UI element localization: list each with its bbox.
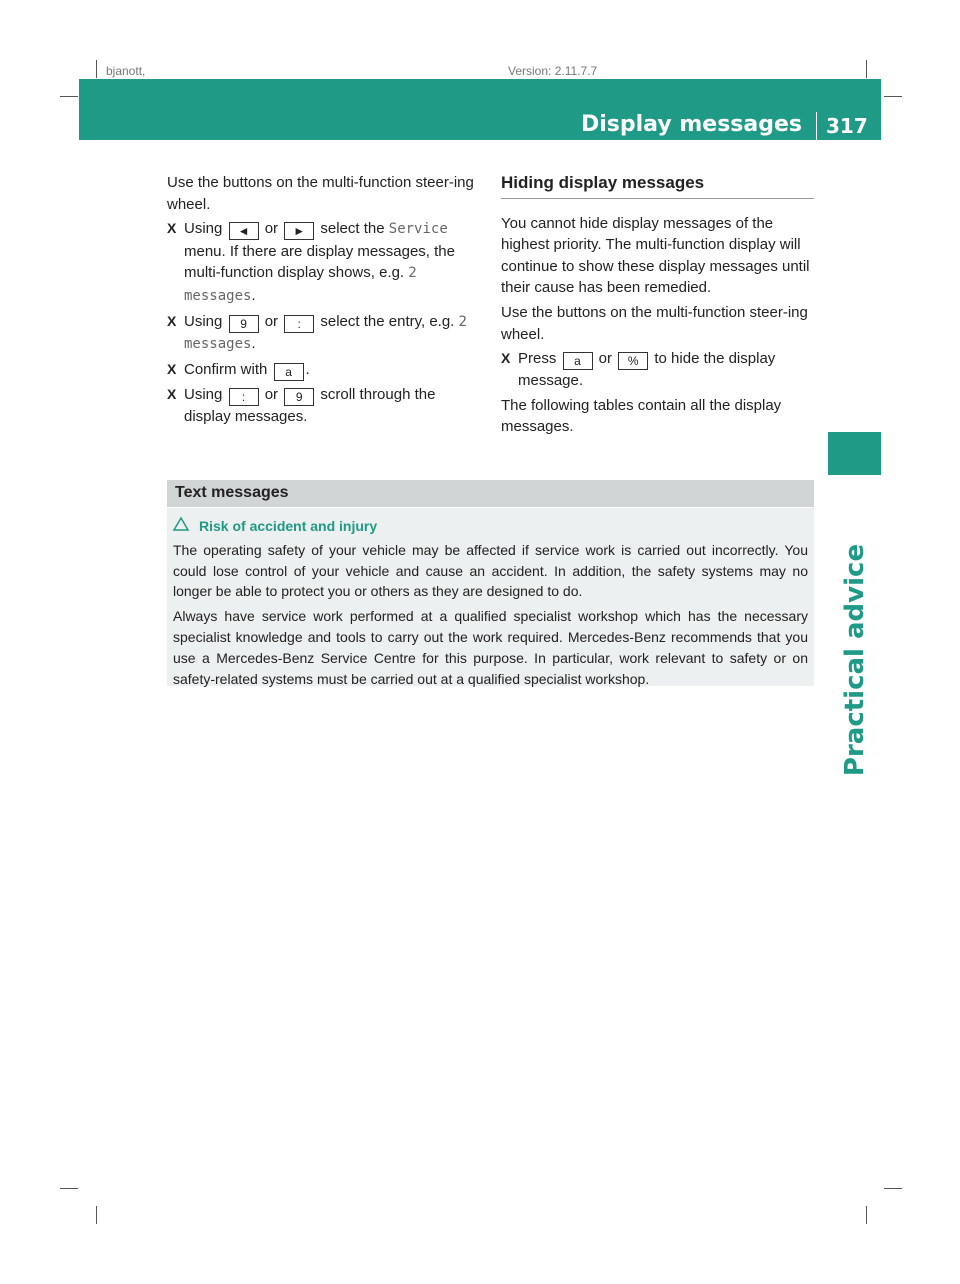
down-key-icon: : bbox=[229, 388, 259, 406]
crop-mark bbox=[60, 96, 78, 97]
section-header-bar bbox=[167, 480, 814, 507]
step-marker-icon: X bbox=[167, 220, 177, 237]
header-divider bbox=[816, 112, 817, 140]
crop-mark bbox=[884, 96, 902, 97]
warning-text: Always have service work performed at a qualified specialist workshop which has the necessary specialist knowledge and tools to carry out the work required. Mercedes-Benz recommends that you use a Mercedes-Benz Service Centre for this purpose. In particular, work relevant to safety or on safety-related systems must be carried out at a qualified specialist workshop. bbox=[173, 608, 808, 687]
paragraph: Use the buttons on the multi-function steer-ing wheel. bbox=[501, 303, 808, 343]
page-number: 317 bbox=[826, 114, 868, 138]
paragraph: You cannot hide display messages of the highest priority. The multi-function display will continue to show these display messages until their cause has been remedied. bbox=[501, 214, 810, 297]
ok-key-icon: a bbox=[563, 352, 593, 370]
warning-text: The operating safety of your vehicle may be affected if service work is carried out incorrectly. You could lose control of your vehicle and cause an accident. In addition, the safety systems may no longer be able to protect you or others as they are designed to do. bbox=[173, 541, 808, 600]
chapter-tab bbox=[828, 432, 881, 475]
step-marker-icon: X bbox=[167, 385, 177, 402]
ok-key-icon: a bbox=[274, 363, 304, 381]
warning-triangle-icon bbox=[173, 516, 189, 537]
back-key-icon: % bbox=[618, 352, 648, 370]
warning-heading: Risk of accident and injury bbox=[173, 516, 808, 537]
list-item: X Confirm with a . bbox=[167, 360, 310, 379]
right-column bbox=[501, 172, 814, 441]
crop-mark bbox=[866, 1206, 867, 1224]
crop-mark bbox=[96, 60, 97, 78]
list-item: X Press a or % to hide the display message. bbox=[501, 350, 776, 390]
intro-text: Use the buttons on the multi-function steer-ing wheel. bbox=[167, 174, 474, 213]
up-key-icon: 9 bbox=[229, 315, 259, 333]
paragraph: The following tables contain all the display messages. bbox=[501, 396, 782, 436]
print-info-left: bjanott, bbox=[106, 64, 146, 78]
step-marker-icon: X bbox=[167, 360, 177, 377]
section-heading: Hiding display messages bbox=[501, 172, 814, 199]
list-item: X Using ◄ or ► select the Service menu. If there are display messages, the multi-function display shows, e.g. 2 messages. bbox=[167, 220, 455, 304]
list-item: X Using 9 or : select the entry, e.g. 2 messages. bbox=[167, 312, 467, 353]
left-column bbox=[167, 172, 480, 430]
list-item: X Using : or 9 scroll through the display messages. bbox=[167, 385, 436, 425]
crop-mark bbox=[884, 1188, 902, 1189]
warning-box bbox=[167, 508, 814, 686]
page-title: Display messages bbox=[581, 112, 802, 137]
step-marker-icon: X bbox=[167, 312, 177, 329]
crop-mark bbox=[866, 60, 867, 78]
up-key-icon: 9 bbox=[284, 388, 314, 406]
down-key-icon: : bbox=[284, 315, 314, 333]
section-title: Text messages bbox=[175, 484, 289, 501]
print-info-right: Version: 2.11.7.7 bbox=[508, 64, 598, 78]
step-marker-icon: X bbox=[501, 350, 511, 367]
crop-mark bbox=[96, 1206, 97, 1224]
left-arrow-key-icon: ◄ bbox=[229, 222, 259, 240]
crop-mark bbox=[60, 1188, 78, 1189]
chapter-label: Practical advice bbox=[840, 543, 870, 777]
right-arrow-key-icon: ► bbox=[284, 222, 314, 240]
